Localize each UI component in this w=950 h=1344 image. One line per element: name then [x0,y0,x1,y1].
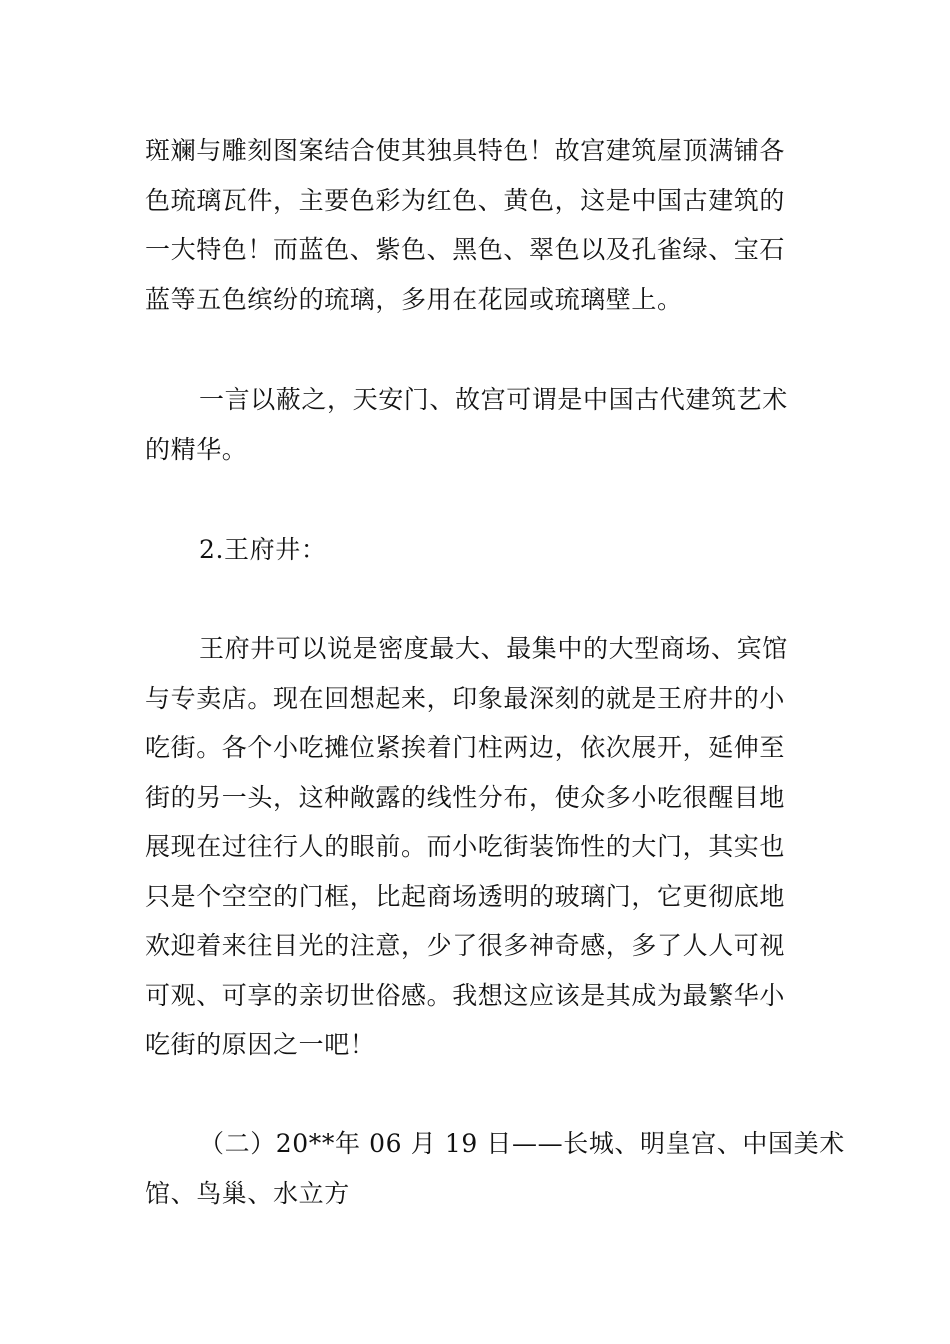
text-line: 与专卖店。现在回想起来，印象最深刻的就是王府井的小 [145,683,786,713]
text-line: 一言以蔽之，天安门、故宫可谓是中国古代建筑艺术 [199,385,788,414]
paragraph-palace-colors [145,126,810,324]
text-line: 展现在过往行人的眼前。而小吃街装饰性的大门，其实也 [145,832,786,861]
text-line: 蓝等五色缤纷的琉璃，多用在花园或琉璃壁上。 [145,284,683,314]
text-line: 欢迎着来往目光的注意，少了很多神奇感，多了人人可视 [145,931,786,960]
text-line: 吃街。各个小吃摊位紧挨着门柱两边，依次展开，延伸至 [145,733,786,762]
text-line: 可观、可享的亲切世俗感。我想这应该是其成为最繁华小 [145,980,786,1010]
section-heading-day-two [145,1119,845,1218]
paragraph-wangfujing-body [145,624,810,1070]
text-line: （二）20**年 06 月 19 日——长城、明皇宫、中国美术 [199,1129,845,1158]
text-line: 只是个空空的门框，比起商场透明的玻璃门，它更彻底地 [145,881,786,911]
text-line: 2.王府井： [199,535,327,564]
text-line: 馆、鸟巢、水立方 [145,1178,350,1208]
text-line: 色琉璃瓦件，主要色彩为红色、黄色，这是中国古建筑的 [145,185,786,215]
text-line: 王府井可以说是密度最大、最集中的大型商场、宾馆 [199,634,788,663]
text-line: 的精华。 [145,434,248,464]
text-line: 一大特色！而蓝色、紫色、黑色、翠色以及孔雀绿、宝石 [145,235,786,264]
text-line: 街的另一头，这种敞露的线性分布，使众多小吃很醒目地 [145,782,786,812]
text-line: 吃街的原因之一吧！ [145,1030,376,1059]
text-line: 斑斓与雕刻图案结合使其独具特色！故宫建筑屋顶满铺各 [145,136,786,165]
paragraph-summary [145,375,810,474]
section-heading-wangfujing [145,525,810,575]
